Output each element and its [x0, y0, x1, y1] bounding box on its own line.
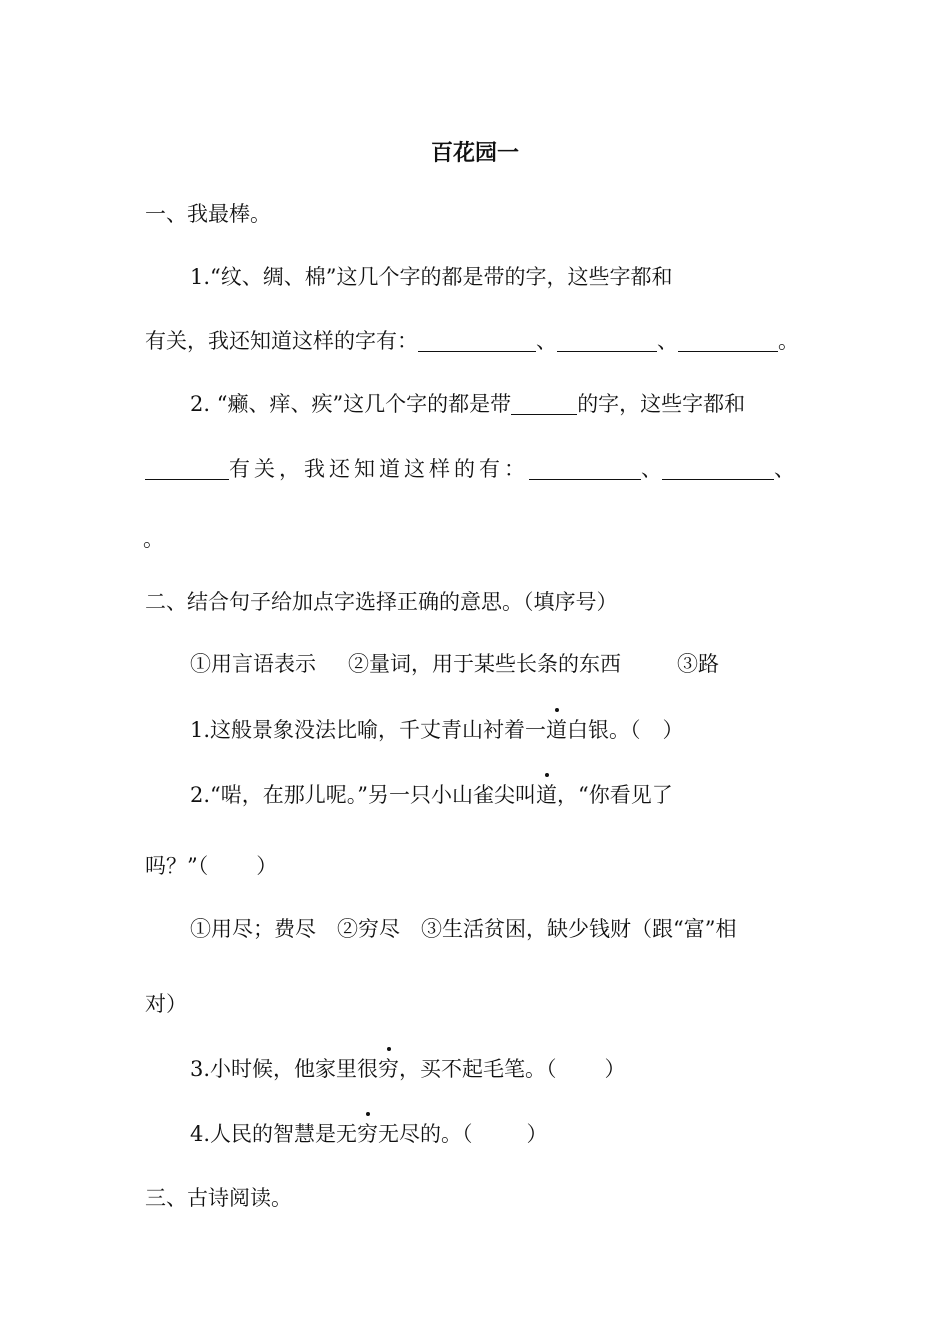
dotted-char: 穷 — [378, 1057, 400, 1081]
sentence-2-text-b: ，“你看见了 — [557, 783, 673, 807]
separator: 、 — [536, 329, 557, 353]
q1-line2 — [145, 327, 799, 355]
dotted-char: 道 — [536, 783, 558, 807]
sentence-2-line2 — [145, 852, 277, 880]
period: 。 — [778, 329, 799, 353]
sentence-3-text: 3.小时候，他家里很 — [190, 1057, 379, 1081]
answer-blank[interactable] — [418, 329, 536, 352]
q2-line2 — [145, 455, 795, 483]
sentence-2-text-c: 吗？”（ — [145, 854, 209, 878]
section2-heading: 二、结合句子给加点字选择正确的意思。（填序号） — [145, 590, 618, 614]
answer-blank[interactable] — [529, 457, 641, 480]
q2-line1-text-a: 2. “癞、痒、疾”这几个字的都是带 — [190, 392, 512, 416]
q2-line1 — [190, 390, 745, 418]
close-paren: ） — [604, 1057, 626, 1081]
answer-blank[interactable] — [662, 457, 774, 480]
sentence-1-text-b: 白银。（ — [567, 718, 641, 742]
sentence-2-text: 2.“啱，在那儿呢。”另一只小山雀尖叫 — [190, 783, 537, 807]
options-group-2-line1: ①用尽；费尽 ②穷尽 ③生活贫困，缺少钱财（跟“富”相 — [190, 917, 737, 941]
q1-line1: 1.“纹、绸、棉”这几个字的都是带的字，这些字都和 — [190, 265, 673, 289]
q1-line2-text: 有关，我还知道这样的字有： — [145, 329, 418, 353]
sentence-3 — [190, 1055, 626, 1083]
close-paren: ） — [662, 718, 684, 742]
q2-line2-text: 有关，我还知道这样的有： — [229, 457, 529, 481]
close-paren: ） — [256, 854, 278, 878]
sentence-1 — [190, 716, 684, 744]
section1-heading: 一、我最棒。 — [145, 202, 271, 226]
option-a1: ①用言语表示 — [190, 652, 316, 676]
answer-blank[interactable] — [557, 329, 657, 352]
option-a2: ②量词，用于某些长条的东西 — [348, 652, 621, 676]
section3-heading: 三、古诗阅读。 — [145, 1186, 292, 1210]
q2-line1-text-b: 的字，这些字都和 — [577, 392, 746, 416]
sentence-2 — [190, 781, 673, 809]
page-title: 百花园一 — [430, 140, 519, 166]
dotted-char: 道 — [546, 718, 568, 742]
sentence-4-text-b: 无尽的。（ — [378, 1122, 473, 1146]
q2-line3: 。 — [143, 527, 164, 551]
option-a3: ③路 — [677, 652, 719, 676]
answer-blank[interactable] — [145, 457, 229, 480]
options-group-1 — [190, 650, 719, 678]
dotted-char: 穷 — [357, 1122, 379, 1146]
sentence-4-text: 4.人民的智慧是无 — [190, 1122, 358, 1146]
sentence-4 — [190, 1120, 548, 1148]
answer-blank[interactable] — [511, 392, 577, 415]
separator: 、 — [774, 457, 795, 481]
answer-blank[interactable] — [678, 329, 778, 352]
sentence-1-text: 1.这般景象没法比喻，千丈青山衬着一 — [190, 718, 547, 742]
separator: 、 — [641, 457, 662, 481]
options-group-2-line2: 对） — [145, 992, 187, 1016]
close-paren: ） — [526, 1122, 548, 1146]
sentence-3-text-b: ，买不起毛笔。（ — [399, 1057, 557, 1081]
separator: 、 — [657, 329, 678, 353]
